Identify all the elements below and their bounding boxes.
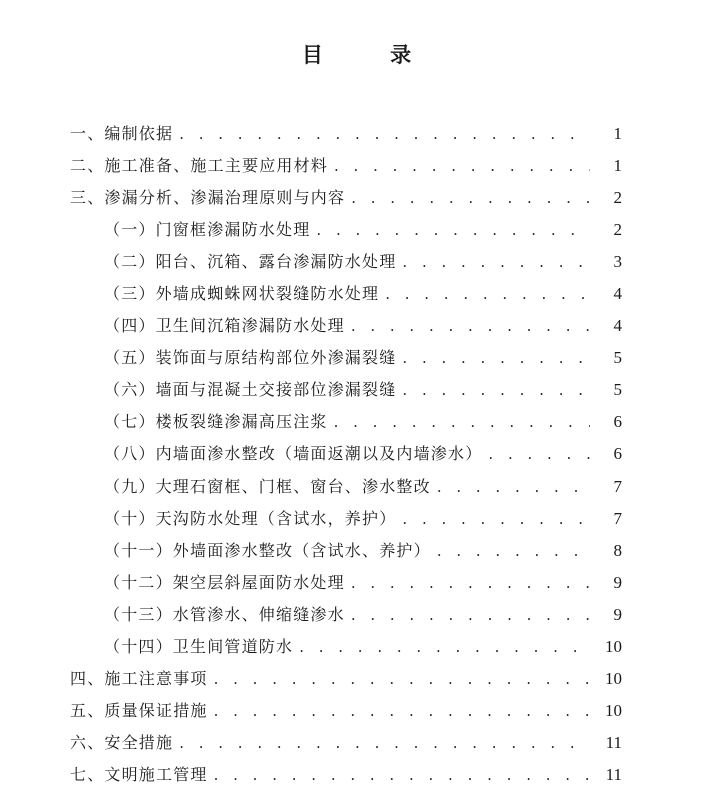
dot-leader: [351, 605, 590, 625]
toc-entry-text: （四）卫生间沉箱渗漏防水处理: [104, 316, 345, 336]
toc-subentry[interactable]: [0, 342, 713, 374]
toc-entry-page: 11: [605, 764, 622, 784]
toc-entry-page: 6: [613, 412, 622, 432]
toc-entry-text: （三）外墙成蜘蛛网状裂缝防水处理: [104, 284, 380, 304]
dot-leader: [402, 252, 590, 272]
dot-leader: [351, 573, 590, 593]
toc-entry-page: 4: [613, 316, 622, 336]
dot-leader: [488, 444, 590, 464]
toc-entry[interactable]: [0, 759, 713, 791]
toc-entry-page: 2: [613, 188, 622, 208]
toc-entry[interactable]: [0, 150, 713, 182]
dot-leader: [385, 284, 590, 304]
dot-leader: [402, 380, 590, 400]
toc-entry-text: （十三）水管渗水、伸缩缝渗水: [104, 604, 345, 624]
toc-entry-page: 1: [613, 156, 622, 176]
toc-subentry[interactable]: [0, 310, 713, 342]
dot-leader: [437, 477, 590, 497]
toc-entry-page: 10: [605, 668, 622, 688]
dot-leader: [334, 412, 590, 432]
dot-leader: [179, 733, 590, 753]
dot-leader: [437, 541, 590, 561]
toc-entry-text: （九）大理石窗框、门框、窗台、渗水整改: [104, 476, 431, 496]
toc-entry-text: （六）墙面与混凝土交接部位渗漏裂缝: [104, 380, 397, 400]
dot-leader: [351, 188, 590, 208]
dot-leader: [402, 509, 590, 529]
toc-entry-page: 2: [613, 220, 622, 240]
toc-entry-text: 四、施工注意事项: [70, 668, 208, 688]
toc-entry[interactable]: [0, 663, 713, 695]
toc-entry-text: （十四）卫生间管道防水: [104, 636, 294, 656]
toc-entry-text: 五、质量保证措施: [70, 700, 208, 720]
toc-entry-page: 4: [613, 284, 622, 304]
toc-entry-text: 六、安全措施: [70, 732, 174, 752]
toc-subentry[interactable]: [0, 438, 713, 470]
toc-entry-page: 10: [605, 700, 622, 720]
toc-entry-page: 5: [613, 348, 622, 368]
dot-leader: [334, 156, 590, 176]
toc-subentry[interactable]: [0, 535, 713, 567]
toc-entry-page: 10: [605, 636, 622, 656]
toc-entry-text: （七）楼板裂缝渗漏高压注浆: [104, 412, 328, 432]
toc-entry-page: 7: [613, 508, 622, 528]
toc-entry-text: （十一）外墙面渗水整改（含试水、养护）: [104, 540, 431, 560]
toc-subentry[interactable]: [0, 278, 713, 310]
toc-subentry[interactable]: [0, 374, 713, 406]
toc-entry-page: 1: [613, 124, 622, 144]
toc-subentry[interactable]: [0, 246, 713, 278]
dot-leader: [179, 124, 590, 144]
toc-entry-page: 9: [613, 572, 622, 592]
toc-entry[interactable]: [0, 118, 713, 150]
toc-entry[interactable]: [0, 727, 713, 759]
dot-leader: [299, 637, 590, 657]
toc-entry-page: 8: [613, 540, 622, 560]
table-of-contents: [0, 118, 713, 791]
toc-entry-page: 11: [605, 732, 622, 752]
toc-entry-page: 7: [613, 476, 622, 496]
toc-entry-text: （八）内墙面渗水整改（墙面返潮以及内墙渗水）: [104, 444, 483, 464]
page-title: 目 录: [301, 42, 442, 67]
dot-leader: [402, 348, 590, 368]
toc-entry-text: 七、文明施工管理: [70, 764, 208, 784]
toc-entry-page: 6: [613, 444, 622, 464]
dot-leader: [316, 220, 590, 240]
toc-subentry[interactable]: [0, 214, 713, 246]
toc-entry-text: （一）门窗框渗漏防水处理: [104, 220, 311, 240]
toc-entry-text: 二、施工准备、施工主要应用材料: [70, 156, 329, 176]
dot-leader: [351, 316, 590, 336]
toc-entry-text: （五）装饰面与原结构部位外渗漏裂缝: [104, 348, 397, 368]
toc-subentry[interactable]: [0, 631, 713, 663]
toc-subentry[interactable]: [0, 599, 713, 631]
toc-entry-text: （二）阳台、沉箱、露台渗漏防水处理: [104, 252, 397, 272]
toc-entry[interactable]: [0, 695, 713, 727]
dot-leader: [214, 765, 590, 785]
toc-subentry[interactable]: [0, 567, 713, 599]
toc-subentry[interactable]: [0, 406, 713, 438]
toc-subentry[interactable]: [0, 471, 713, 503]
toc-subentry[interactable]: [0, 503, 713, 535]
toc-entry-text: （十）天沟防水处理（含试水，养护）: [104, 508, 397, 528]
dot-leader: [214, 701, 590, 721]
toc-entry-page: 9: [613, 604, 622, 624]
toc-entry-text: 三、渗漏分析、渗漏治理原则与内容: [70, 188, 346, 208]
toc-entry[interactable]: [0, 182, 713, 214]
toc-entry-text: （十二）架空层斜屋面防水处理: [104, 572, 345, 592]
toc-entry-page: 5: [613, 380, 622, 400]
dot-leader: [214, 669, 590, 689]
toc-entry-text: 一、编制依据: [70, 124, 174, 144]
toc-entry-page: 3: [613, 252, 622, 272]
